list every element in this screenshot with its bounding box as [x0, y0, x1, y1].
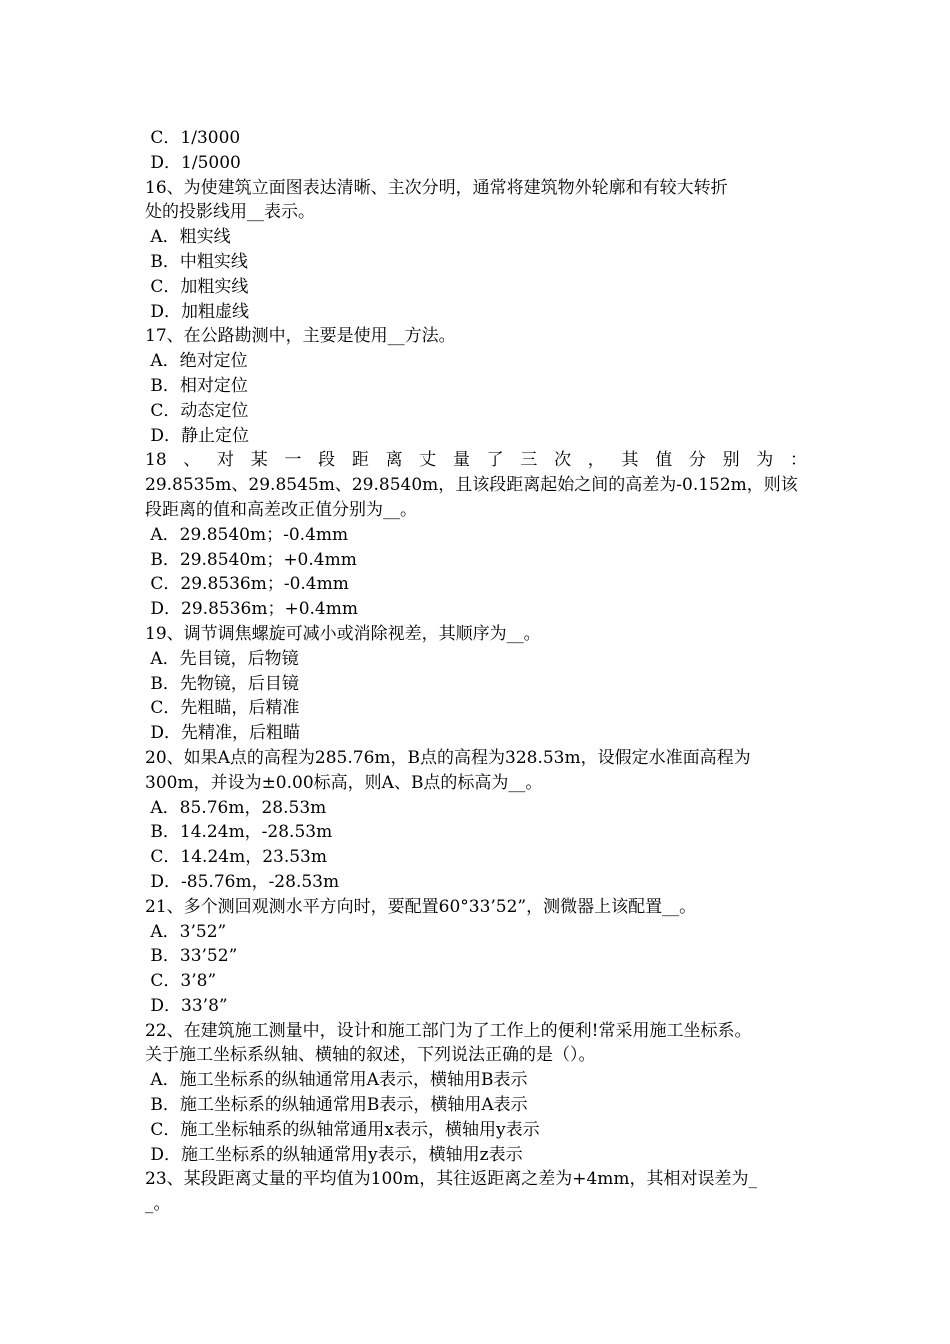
option-c-q20: C．14.24m，23.53m — [145, 847, 327, 868]
q18-token: 离 — [385, 450, 403, 471]
option-b-q20: B．14.24m，-28.53m — [145, 822, 333, 843]
option-a-q20: A．85.76m，28.53m — [145, 797, 327, 818]
question-18-line-3: 段距离的值和高差改正值分别为__。 — [145, 499, 417, 520]
q18-token: 分 — [688, 450, 706, 471]
option-b-q22: B．施工坐标系的纵轴通常用B表示，横轴用A表示 — [145, 1095, 528, 1116]
q18-token: 距 — [351, 450, 369, 471]
question-20-line-1: 20、如果A点的高程为285.76m，B点的高程为328.53m，设假定水准面高程为 — [145, 747, 751, 768]
option-d-q18: D．29.8536m；+0.4mm — [145, 599, 358, 620]
q18-token: 了 — [486, 450, 504, 471]
option-d-q22: D．施工坐标系的纵轴通常用y表示，横轴用z表示 — [145, 1144, 523, 1165]
option-a-q19: A．先目镜，后物镜 — [145, 648, 299, 669]
option-d-q17: D．静止定位 — [145, 425, 250, 446]
option-a-q22: A．施工坐标系的纵轴通常用A表示，横轴用B表示 — [145, 1070, 528, 1091]
q18-token: 其 — [621, 450, 639, 471]
q18-token: 一 — [284, 450, 302, 471]
q18-token: 18 — [145, 450, 167, 471]
option-c-q22: C．施工坐标轴系的纵轴常通用x表示，横轴用y表示 — [145, 1119, 540, 1140]
q18-token: 为 — [756, 450, 774, 471]
q18-token: 段 — [318, 450, 336, 471]
option-c-q19: C．先粗瞄，后精准 — [145, 698, 300, 719]
question-19: 19、调节调焦螺旋可减小或消除视差，其顺序为__。 — [145, 623, 541, 644]
option-c-q21: C．3’8” — [145, 971, 217, 992]
option-d-q20: D．-85.76m，-28.53m — [145, 871, 340, 892]
option-d-q21: D．33’8” — [145, 995, 228, 1016]
q18-token: 某 — [250, 450, 268, 471]
question-23-line-2: _。 — [145, 1194, 171, 1215]
q18-token: ： — [790, 450, 807, 471]
question-23-line-1: 23、某段距离丈量的平均值为100m，其往返距离之差为+4mm，其相对误差为_ — [145, 1169, 757, 1190]
q18-token: ， — [587, 450, 605, 471]
document-page — [145, 126, 825, 1217]
q18-token: 次 — [554, 450, 572, 471]
question-22-line-2: 关于施工坐标系纵轴、横轴的叙述，下列说法正确的是（）。 — [145, 1045, 596, 1066]
q18-token: 对 — [217, 450, 235, 471]
option-b-q19: B．先物镜，后目镜 — [145, 673, 299, 694]
q18-token: 、 — [183, 450, 201, 471]
question-21: 21、多个测回观测水平方向时，要配置60°33’52”，测微器上该配置__。 — [145, 896, 697, 917]
option-c-q17: C．动态定位 — [145, 400, 249, 421]
question-18-line-2: 29.8535m、29.8545m、29.8540m，且该段距离起始之间的高差为-0.152m，则该 — [145, 475, 798, 496]
question-17: 17、在公路勘测中，主要是使用__方法。 — [145, 326, 456, 347]
question-16-line-2: 处的投影线用__表示。 — [145, 202, 315, 223]
option-a-q21: A．3’52” — [145, 921, 227, 942]
q18-token: 值 — [655, 450, 673, 471]
option-b-q17: B．相对定位 — [145, 375, 248, 396]
option-d-q19: D．先精准，后粗瞄 — [145, 723, 301, 744]
q18-token: 丈 — [419, 450, 437, 471]
question-20-line-2: 300m，并设为±0.00标高，则A、B点的标高为__。 — [145, 772, 543, 793]
option-a-q18: A．29.8540m；-0.4mm — [145, 524, 349, 545]
question-16-line-1: 16、为使建筑立面图表达清晰、主次分明，通常将建筑物外轮廓和有较大转折 — [145, 177, 728, 198]
option-b-q21: B．33’52” — [145, 946, 238, 967]
option-b-q18: B．29.8540m；+0.4mm — [145, 549, 357, 570]
option-b-q16: B．中粗实线 — [145, 251, 248, 272]
option-c-q16: C．加粗实线 — [145, 276, 249, 297]
q18-token: 量 — [452, 450, 470, 471]
q18-token: 别 — [722, 450, 740, 471]
option-a-q17: A．绝对定位 — [145, 351, 248, 372]
option-a-q16: A．粗实线 — [145, 227, 231, 248]
option-c-q15: C．1/3000 — [145, 128, 241, 148]
option-d-q15: D．1/5000 — [145, 152, 241, 173]
question-22-line-1: 22、在建筑施工测量中，设计和施工部门为了工作上的便利!常采用施工坐标系。 — [145, 1020, 752, 1041]
option-c-q18: C．29.8536m；-0.4mm — [145, 574, 349, 595]
option-d-q16: D．加粗虚线 — [145, 301, 250, 322]
q18-token: 三 — [520, 450, 538, 471]
question-18-line-1 — [145, 448, 807, 473]
